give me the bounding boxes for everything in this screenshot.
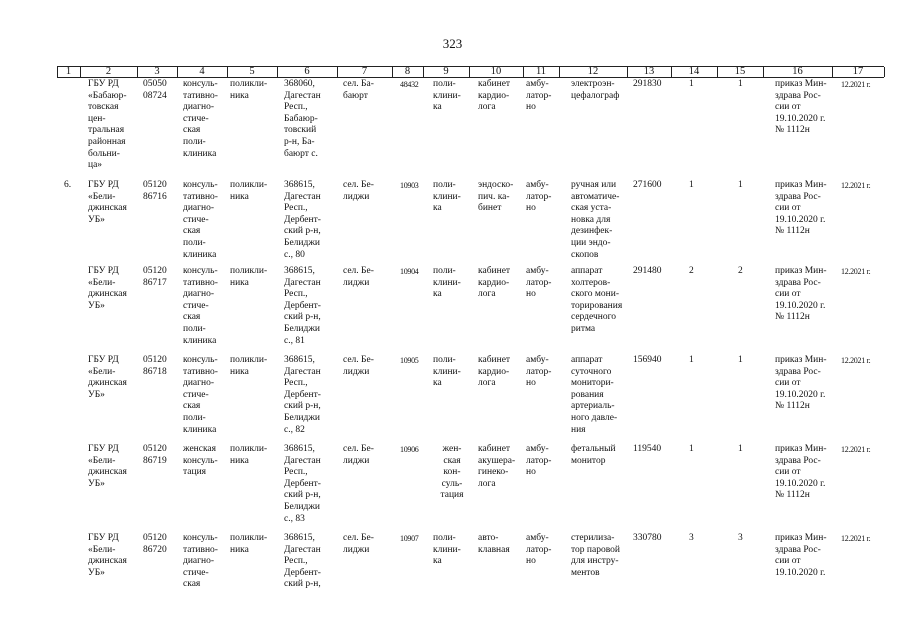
column-number: 17 bbox=[852, 66, 864, 77]
table-cell-col-6: 368615, Дагестан Респ., Дербент- ский р-н, Белиджи с., 83 bbox=[284, 444, 321, 524]
table-cell-col-11: амбу- латор- но bbox=[526, 533, 552, 567]
column-number: 11 bbox=[535, 66, 547, 77]
column-number: 16 bbox=[792, 66, 803, 77]
table-cell-col-5: поликли- ника bbox=[230, 79, 268, 101]
table-cell-col-13: 271600 bbox=[633, 180, 662, 190]
table-cell-col-11: амбу- латор- но bbox=[526, 180, 552, 214]
table-cell-col-15: 1 bbox=[738, 79, 743, 89]
table-cell-col-12: фетальный монитор bbox=[571, 444, 616, 466]
table-cell-col-15: 1 bbox=[738, 355, 743, 365]
table-cell-col-14: 1 bbox=[689, 355, 694, 365]
table-cell-col-7: сел. Бе- лиджи bbox=[343, 355, 374, 377]
table-cell-col-7: сел. Бе- лиджи bbox=[343, 180, 374, 202]
table-cell-col-17: 12.2021 г. bbox=[841, 80, 871, 89]
table-cell-col-1: 6. bbox=[64, 180, 72, 190]
table-cell-col-13: 119540 bbox=[633, 444, 662, 454]
column-number: 14 bbox=[688, 66, 700, 77]
table-cell-col-9: поли- клини- ка bbox=[433, 180, 461, 214]
page-number: 323 bbox=[442, 36, 463, 51]
table-cell-col-13: 156940 bbox=[633, 355, 662, 365]
table-cell-col-11: амбу- латор- но bbox=[526, 266, 552, 300]
table-cell-col-15: 3 bbox=[738, 533, 743, 543]
table-cell-col-17: 12.2021 г. bbox=[841, 181, 871, 190]
table-cell-col-15: 2 bbox=[738, 266, 743, 276]
table-cell-col-7: сел. Бе- лиджи bbox=[343, 444, 374, 466]
table-cell-col-7: сел. Бе- лиджи bbox=[343, 266, 374, 288]
table-cell-col-9: поли- клини- ка bbox=[433, 533, 461, 567]
table-cell-col-10: кабинет кардио- лога bbox=[478, 79, 511, 113]
table-cell-col-12: аппарат холтеров- ского мони- торирования сердечного ритма bbox=[571, 266, 623, 334]
table-cell-col-5: поликли- ника bbox=[230, 444, 268, 466]
table-cell-col-8: 10906 bbox=[400, 445, 419, 454]
table-cell-col-13: 291830 bbox=[633, 79, 662, 89]
table-cell-col-3: 05120 86719 bbox=[143, 444, 167, 466]
table-cell-col-6: 368615, Дагестан Респ., Дербент- ский р-н, Белиджи с., 80 bbox=[284, 180, 321, 260]
table-cell-col-17: 12.2021 г. bbox=[841, 267, 871, 276]
table-cell-col-2: ГБУ РД «Бабаюр- товская цен- тральная районная больни- ца» bbox=[88, 79, 127, 171]
table-cell-col-8: 10905 bbox=[400, 356, 419, 365]
table-cell-col-8: 10904 bbox=[400, 267, 419, 276]
table-cell-col-2: ГБУ РД «Бели- джинская УБ» bbox=[88, 266, 127, 311]
table-cell-col-6: 368060, Дагестан Респ., Бабаюр- товский р-н, Ба- баюрт с. bbox=[284, 79, 321, 159]
table-cell-col-13: 330780 bbox=[633, 533, 662, 543]
table-cell-col-12: стерилиза- тор паровой для инстру- ментов bbox=[571, 533, 620, 578]
column-number: 1 bbox=[65, 66, 72, 77]
table-cell-col-5: поликли- ника bbox=[230, 355, 268, 377]
table-cell-col-15: 1 bbox=[738, 444, 743, 454]
column-number: 9 bbox=[443, 66, 449, 77]
column-number: 15 bbox=[734, 66, 746, 77]
table-cell-col-6: 368615, Дагестан Респ., Дербент- ский р-н, bbox=[284, 533, 321, 590]
table-cell-col-14: 2 bbox=[689, 266, 694, 276]
table-cell-col-3: 05120 86718 bbox=[143, 355, 167, 377]
table-cell-col-17: 12.2021 г. bbox=[841, 356, 871, 365]
table-cell-col-16: приказ Мин- здрава Рос- сии от 19.10.2020 г. bbox=[775, 533, 827, 578]
table-cell-col-16: приказ Мин- здрава Рос- сии от 19.10.2020 г. № 1112н bbox=[775, 444, 827, 501]
table-cell-col-10: эндоско- пич. ка- бинет bbox=[478, 180, 514, 214]
table-cell-col-17: 12.2021 г. bbox=[841, 534, 871, 543]
table-cell-col-11: амбу- латор- но bbox=[526, 355, 552, 389]
header-column-divider bbox=[884, 67, 885, 77]
table-cell-col-16: приказ Мин- здрава Рос- сии от 19.10.2020 г. № 1112н bbox=[775, 180, 827, 237]
table-cell-col-3: 05120 86720 bbox=[143, 533, 167, 555]
table-cell-col-5: поликли- ника bbox=[230, 180, 268, 202]
table-cell-col-14: 1 bbox=[689, 180, 694, 190]
table-cell-col-13: 291480 bbox=[633, 266, 662, 276]
column-number: 13 bbox=[643, 66, 655, 77]
column-number: 5 bbox=[249, 66, 255, 77]
table-cell-col-4: консуль- тативно- диагно- стиче- ская поли- клиника bbox=[183, 355, 218, 435]
table-cell-col-7: сел. Бе- лиджи bbox=[343, 533, 374, 555]
table-cell-col-4: консуль- тативно- диагно- стиче- ская поли- клиника bbox=[183, 266, 218, 346]
table-cell-col-6: 368615, Дагестан Респ., Дербент- ский р-н, Белиджи с., 82 bbox=[284, 355, 321, 435]
column-number: 3 bbox=[154, 66, 160, 77]
table-cell-col-11: амбу- латор- но bbox=[526, 79, 552, 113]
column-number: 6 bbox=[304, 66, 310, 77]
table-cell-col-17: 12.2021 г. bbox=[841, 445, 871, 454]
column-number: 12 bbox=[587, 66, 599, 77]
table-cell-col-12: ручная или автоматиче- ская уста- новка для дезинфек- ции эндо- скопов bbox=[571, 180, 620, 260]
table-cell-col-3: 05120 86716 bbox=[143, 180, 167, 202]
table-cell-col-4: консуль- тативно- диагно- стиче- ская bbox=[183, 533, 218, 590]
table-cell-col-2: ГБУ РД «Бели- джинская УБ» bbox=[88, 180, 127, 225]
table-cell-col-8: 10903 bbox=[400, 181, 419, 190]
table-cell-col-2: ГБУ РД «Бели- джинская УБ» bbox=[88, 444, 127, 489]
table-cell-col-3: 05050 08724 bbox=[143, 79, 167, 101]
table-cell-col-9: поли- клини- ка bbox=[433, 266, 461, 300]
table-cell-col-7: сел. Ба- баюрт bbox=[343, 79, 374, 101]
table-cell-col-8: 48432 bbox=[400, 80, 419, 89]
table-cell-col-4: консуль- тативно- диагно- стиче- ская поли- клиника bbox=[183, 180, 218, 260]
table-cell-col-16: приказ Мин- здрава Рос- сии от 19.10.2020 г. № 1112н bbox=[775, 355, 827, 412]
table-cell-col-10: кабинет акушера- гинеко- лога bbox=[478, 444, 516, 489]
column-number: 2 bbox=[105, 66, 112, 77]
column-number: 8 bbox=[404, 66, 411, 77]
table-cell-col-10: кабинет кардио- лога bbox=[478, 266, 511, 300]
table-cell-col-16: приказ Мин- здрава Рос- сии от 19.10.2020 г. № 1112н bbox=[775, 266, 827, 323]
table-cell-col-11: амбу- латор- но bbox=[526, 444, 552, 478]
table-cell-col-9: жен- ская кон- суль- тация bbox=[440, 444, 464, 501]
table-cell-col-6: 368615, Дагестан Респ., Дербент- ский р-н, Белиджи с., 81 bbox=[284, 266, 321, 346]
table-cell-col-9: поли- клини- ка bbox=[433, 355, 461, 389]
table-cell-col-2: ГБУ РД «Бели- джинская УБ» bbox=[88, 355, 127, 400]
table-cell-col-9: поли- клини- ка bbox=[433, 79, 461, 113]
table-cell-col-16: приказ Мин- здрава Рос- сии от 19.10.2020 г. № 1112н bbox=[775, 79, 827, 136]
table-cell-col-14: 3 bbox=[689, 533, 694, 543]
table-cell-col-14: 1 bbox=[689, 79, 694, 89]
column-number: 10 bbox=[490, 66, 502, 77]
table-cell-col-14: 1 bbox=[689, 444, 694, 454]
table-cell-col-10: авто- клавная bbox=[478, 533, 510, 555]
table-cell-col-12: электроэн- цефалограф bbox=[571, 79, 620, 101]
table-cell-col-5: поликли- ника bbox=[230, 266, 268, 288]
table-cell-col-12: аппарат суточного монитори- рования артериаль- ного давле- ния bbox=[571, 355, 618, 435]
column-number: 4 bbox=[199, 66, 205, 77]
table-cell-col-8: 10907 bbox=[400, 534, 419, 543]
table-cell-col-3: 05120 86717 bbox=[143, 266, 167, 288]
table-cell-col-4: женская консуль- тация bbox=[183, 444, 218, 478]
table-cell-col-15: 1 bbox=[738, 180, 743, 190]
table-cell-col-10: кабинет кардио- лога bbox=[478, 355, 511, 389]
table-cell-col-2: ГБУ РД «Бели- джинская УБ» bbox=[88, 533, 127, 578]
table-cell-col-4: консуль- тативно- диагно- стиче- ская поли- клиника bbox=[183, 79, 218, 159]
table-cell-col-5: поликли- ника bbox=[230, 533, 268, 555]
column-number: 7 bbox=[361, 66, 368, 77]
